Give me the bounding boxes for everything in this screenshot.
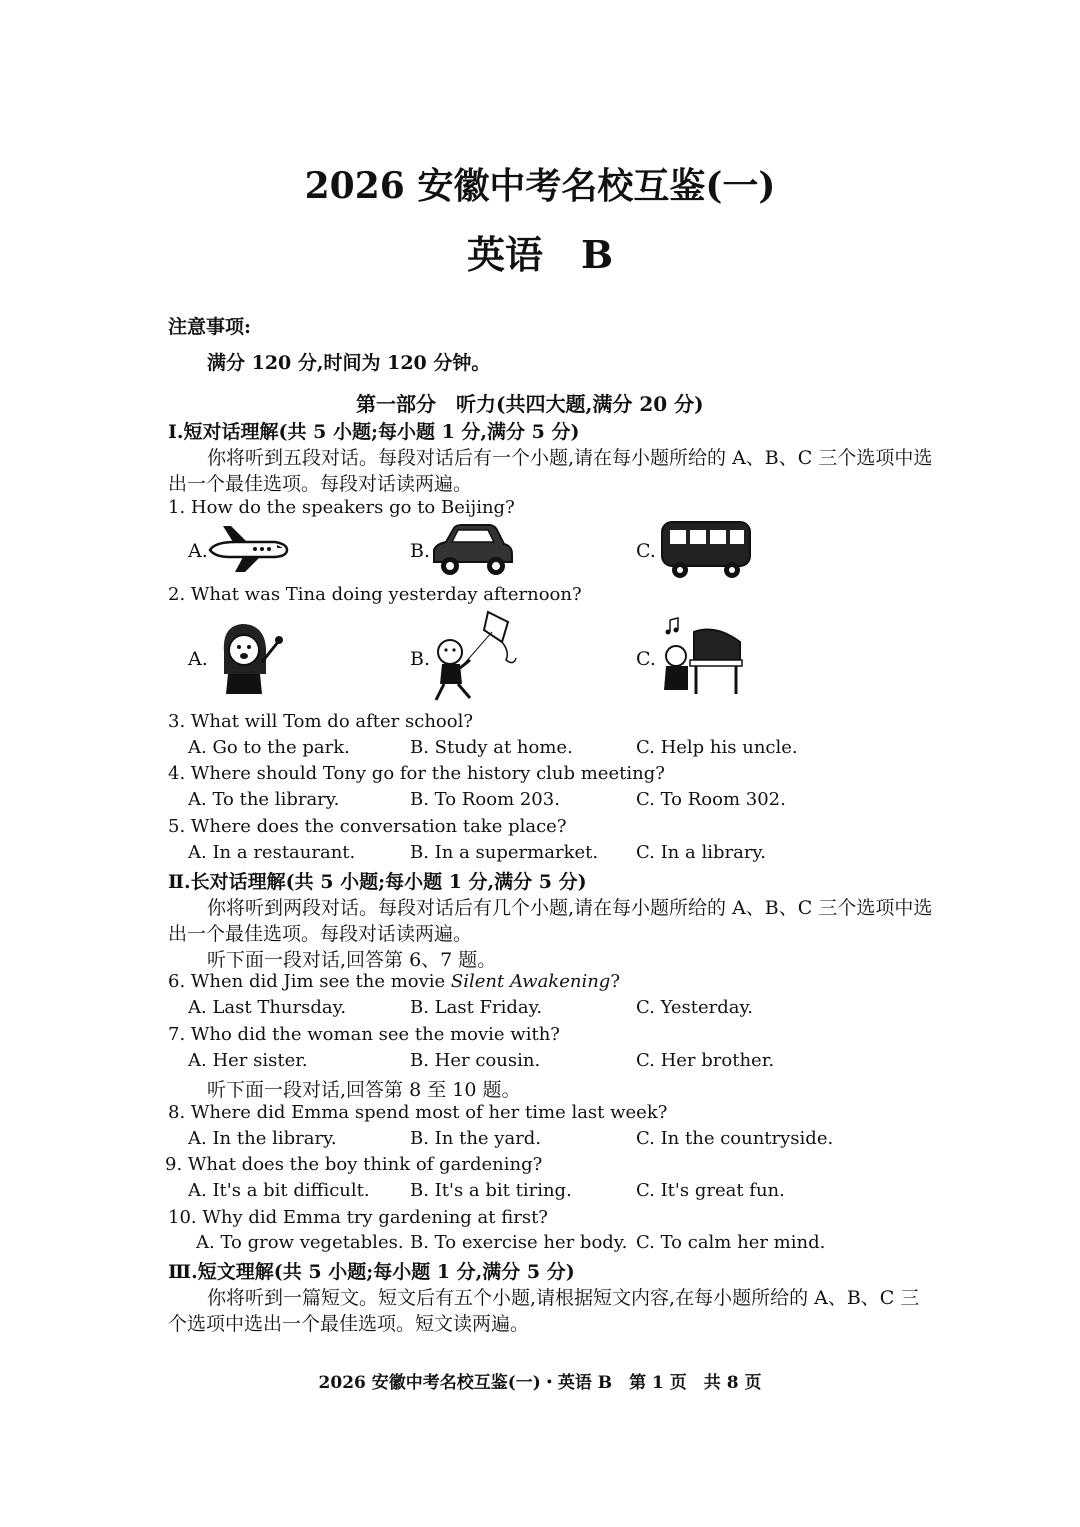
bus-icon xyxy=(658,518,754,580)
q10-option-b: B. To exercise her body. xyxy=(410,1232,628,1253)
car-icon xyxy=(428,520,516,580)
section-2-instruction-line2: 出一个最佳选项。每段对话读两遍。 xyxy=(168,923,473,945)
question-1: 1. How do the speakers go to Beijing? xyxy=(168,497,515,518)
notes-text: 满分 120 分,时间为 120 分钟。 xyxy=(207,352,491,374)
q10-option-a: A. To grow vegetables. xyxy=(196,1232,404,1253)
q3-option-c: C. Help his uncle. xyxy=(636,737,798,758)
section-3-instruction-line2: 个选项中选出一个最佳选项。短文读两遍。 xyxy=(168,1313,530,1335)
q8-option-c: C. In the countryside. xyxy=(636,1128,834,1149)
q1-option-a-label: A. xyxy=(188,540,208,562)
q7-option-c: C. Her brother. xyxy=(636,1050,775,1071)
q9-option-b: B. It's a bit tiring. xyxy=(410,1180,572,1201)
section-1-heading: Ⅰ.短对话理解(共 5 小题;每小题 1 分,满分 5 分) xyxy=(168,421,580,443)
q2-option-a-label: A. xyxy=(188,648,208,670)
q9-option-c: C. It's great fun. xyxy=(636,1180,785,1201)
q6-option-a: A. Last Thursday. xyxy=(188,997,347,1018)
q5-option-a: A. In a restaurant. xyxy=(188,842,356,863)
q7-option-a: A. Her sister. xyxy=(188,1050,308,1071)
q10-option-c: C. To calm her mind. xyxy=(636,1232,826,1253)
q8-option-a: A. In the library. xyxy=(188,1128,337,1149)
q9-option-a: A. It's a bit difficult. xyxy=(188,1180,370,1201)
part-heading: 第一部分 听力(共四大题,满分 20 分) xyxy=(356,392,704,416)
dialog-1-instruction: 听下面一段对话,回答第 6、7 题。 xyxy=(207,949,497,971)
playing-piano-icon xyxy=(656,614,746,698)
q4-option-c: C. To Room 302. xyxy=(636,789,786,810)
question-2: 2. What was Tina doing yesterday afternoon? xyxy=(168,584,582,605)
question-10: 10. Why did Emma try gardening at first? xyxy=(168,1207,548,1228)
q1-option-b-label: B. xyxy=(410,540,431,562)
airplane-icon xyxy=(205,520,290,575)
section-2-heading: Ⅱ.长对话理解(共 5 小题;每小题 1 分,满分 5 分) xyxy=(168,871,587,893)
question-4: 4. Where should Tony go for the history club meeting? xyxy=(168,763,665,784)
section-3-heading: Ⅲ.短文理解(共 5 小题;每小题 1 分,满分 5 分) xyxy=(168,1261,575,1283)
q7-option-b: B. Her cousin. xyxy=(410,1050,541,1071)
q4-option-a: A. To the library. xyxy=(188,789,340,810)
q6-option-c: C. Yesterday. xyxy=(636,997,754,1018)
section-1-instruction-line1: 你将听到五段对话。每段对话后有一个小题,请在每小题所给的 A、B、C 三个选项中选 xyxy=(207,447,933,469)
movie-title: Silent Awakening xyxy=(450,971,611,992)
q2-option-b-label: B. xyxy=(410,648,431,670)
subject-title: 英语 B xyxy=(466,232,614,277)
flying-kite-icon xyxy=(430,608,526,708)
section-2-instruction-line1: 你将听到两段对话。每段对话后有几个小题,请在每小题所给的 A、B、C 三个选项中选 xyxy=(207,897,933,919)
exam-title: 2026 安徽中考名校互鉴(一) xyxy=(304,165,776,207)
question-9: 9. What does the boy think of gardening? xyxy=(165,1154,543,1175)
q4-option-b: B. To Room 203. xyxy=(410,789,560,810)
q2-option-c-label: C. xyxy=(636,648,656,670)
q1-option-c-label: C. xyxy=(636,540,656,562)
q6-option-b: B. Last Friday. xyxy=(410,997,543,1018)
question-5: 5. Where does the conversation take place? xyxy=(168,816,567,837)
question-6-text: 6. When did Jim see the movie xyxy=(168,971,451,992)
q5-option-c: C. In a library. xyxy=(636,842,766,863)
question-7: 7. Who did the woman see the movie with? xyxy=(168,1024,560,1045)
question-6-mark: ? xyxy=(610,971,620,992)
notes-label: 注意事项: xyxy=(168,316,252,338)
question-8: 8. Where did Emma spend most of her time last week? xyxy=(168,1102,668,1123)
page-footer: 2026 安徽中考名校互鉴(一)・英语 B 第 1 页 共 8 页 xyxy=(318,1373,762,1393)
dialog-2-instruction: 听下面一段对话,回答第 8 至 10 题。 xyxy=(207,1079,521,1101)
q3-option-a: A. Go to the park. xyxy=(188,737,350,758)
singing-girl-icon xyxy=(212,618,284,696)
q3-option-b: B. Study at home. xyxy=(410,737,573,758)
q5-option-b: B. In a supermarket. xyxy=(410,842,599,863)
section-3-instruction-line1: 你将听到一篇短文。短文后有五个小题,请根据短文内容,在每小题所给的 A、B、C 三 xyxy=(207,1287,920,1309)
section-1-instruction-line2: 出一个最佳选项。每段对话读两遍。 xyxy=(168,473,473,495)
q8-option-b: B. In the yard. xyxy=(410,1128,542,1149)
question-6 xyxy=(168,971,620,992)
question-3: 3. What will Tom do after school? xyxy=(168,711,473,732)
